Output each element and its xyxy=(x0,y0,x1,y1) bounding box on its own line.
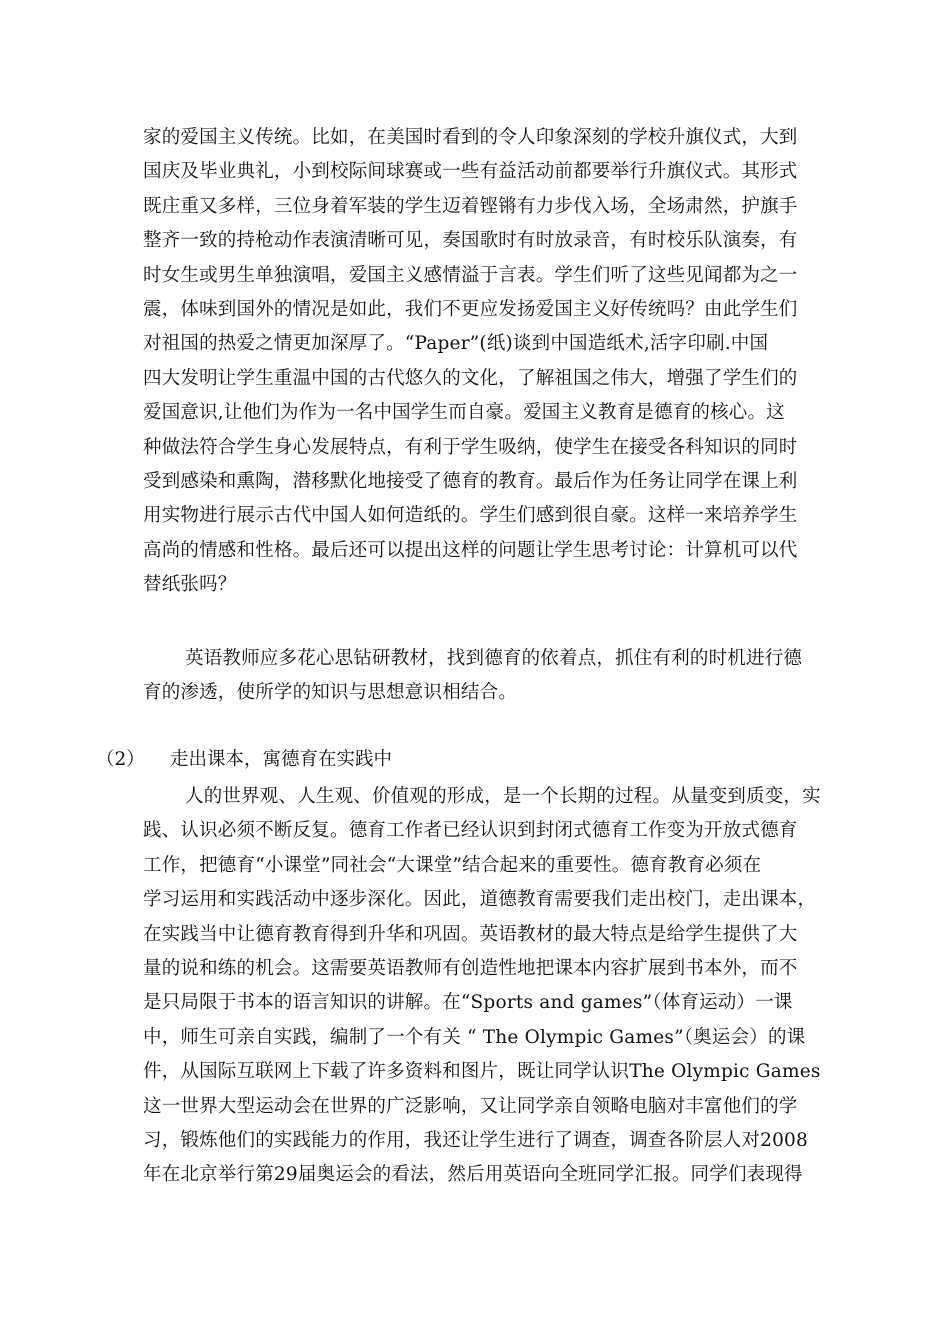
text-line: 震，体味到国外的情况是如此，我们不更应发扬爱国主义好传统吗？由此学生们 xyxy=(143,298,798,320)
section-number: （2） xyxy=(96,749,145,770)
text-line: 爱国意识,让他们为作为一名中国学生而自豪。爱国主义教育是德育的核心。这 xyxy=(143,402,785,424)
text-line: 学习运用和实践活动中逐步深化。因此，道德教育需要我们走出校门，走出课本， xyxy=(143,889,817,911)
text-line: 在实践当中让德育教育得到升华和巩固。英语教材的最大特点是给学生提供了大 xyxy=(143,923,798,945)
text-line: 件，从国际互联网上下载了许多资料和图片，既让同学认识The Olympic Games xyxy=(143,1061,821,1083)
text-line: 年在北京举行第29届奥运会的看法，然后用英语向全班同学汇报。同学们表现得 xyxy=(143,1164,803,1186)
text-line: 工作，把德育“小课堂”同社会“大课堂”结合起来的重要性。德育教育必须在 xyxy=(143,854,762,876)
text-line: 量的说和练的机会。这需要英语教师有创造性地把课本内容扩展到书本外，而不 xyxy=(143,957,798,979)
text-line: 受到感染和熏陶，潜移默化地接受了德育的教育。最后作为任务让同学在课上利 xyxy=(143,470,798,492)
paragraph-patriotism xyxy=(143,121,807,602)
text-line: 这一世界大型运动会在世界的广泛影响，又让同学亲自领略电脑对丰富他们的学 xyxy=(143,1095,798,1117)
text-line: 时女生或男生单独演唱，爱国主义感情溢于言表。学生们听了这些见闻都为之一 xyxy=(143,264,798,286)
text-line: 英语教师应多花心思钻研教材，找到德育的依着点，抓住有利的时机进行德 xyxy=(185,648,803,669)
text-line: 替纸张吗？ xyxy=(143,574,237,596)
text-line: 用实物进行展示古代中国人如何造纸的。学生们感到很自豪。这样一来培养学生 xyxy=(143,505,798,527)
text-line: 对祖国的热爱之情更加深厚了。“Paper”(纸)谈到中国造纸术,活字印刷.中国 xyxy=(143,333,769,355)
text-line: 整齐一致的持枪动作表演清晰可见，奏国歌时有时放录音，有时校乐队演奏，有 xyxy=(143,230,798,252)
text-line: 习，锻炼他们的实践能力的作用，我还让学生进行了调查，调查各阶层人对2008 xyxy=(143,1129,808,1151)
text-line: 中，师生可亲自实践，编制了一个有关 “ The Olympic Games”（奥运会）的课 xyxy=(143,1026,806,1048)
text-line: 家的爱国主义传统。比如，在美国时看到的令人印象深刻的学校升旗仪式，大到 xyxy=(143,127,798,148)
text-line: 种做法符合学生身心发展特点，有利于学生吸纳，使学生在接受各科知识的同时 xyxy=(143,436,798,458)
text-line: 既庄重又多样，三位身着军装的学生迈着铿锵有力步伐入场，全场肃然，护旗手 xyxy=(143,195,798,217)
section-heading xyxy=(96,745,392,775)
text-line: 人的世界观、人生观、价值观的形成，是一个长期的过程。从量变到质变，实 xyxy=(185,786,821,807)
text-line: 高尚的情感和性格。最后还可以提出这样的问题让学生思考讨论：计算机可以代 xyxy=(143,539,798,561)
text-line: 育的渗透，使所学的知识与思想意识相结合。 xyxy=(143,682,518,704)
paragraph-practice xyxy=(143,780,821,1193)
section-title: 走出课本，寓德育在实践中 xyxy=(170,749,393,770)
text-line: 践、认识必须不断反复。德育工作者已经认识到封闭式德育工作变为开放式德育 xyxy=(143,820,798,842)
text-line: 四大发明让学生重温中国的古代悠久的文化，了解祖国之伟大，增强了学生们的 xyxy=(143,367,798,389)
paragraph-teacher-advice xyxy=(143,642,807,711)
text-line: 国庆及毕业典礼，小到校际间球赛或一些有益活动前都要举行升旗仪式。其形式 xyxy=(143,161,798,183)
text-line: 是只局限于书本的语言知识的讲解。在“Sports and games”（体育运动）一课 xyxy=(143,992,793,1014)
